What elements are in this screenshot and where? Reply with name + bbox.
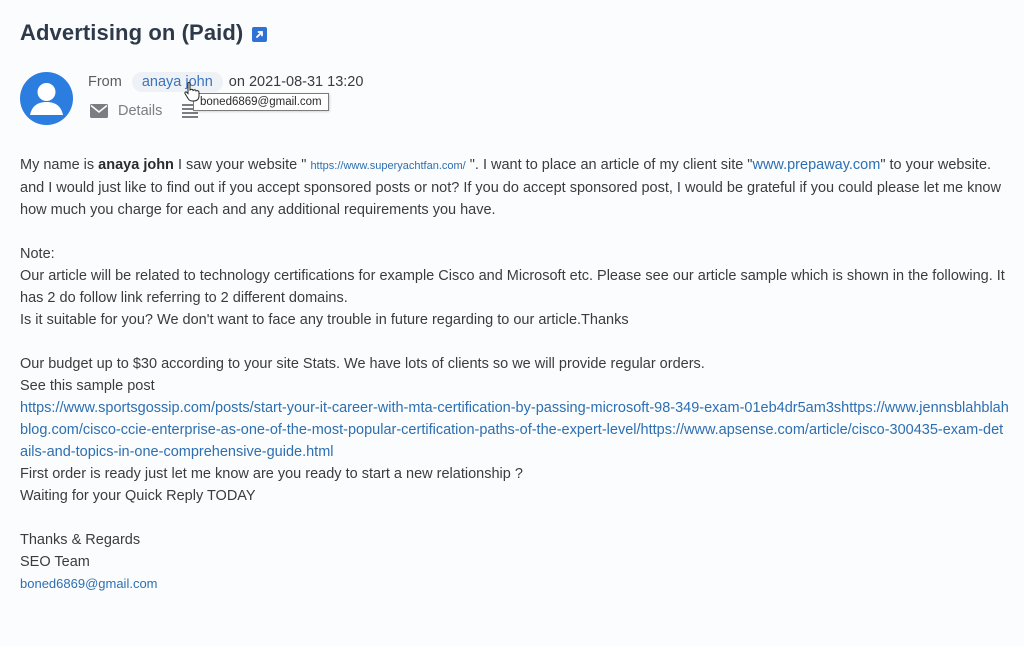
team-text: SEO Team: [20, 554, 90, 570]
first-order-text: First order is ready just let me know are you ready to start a new relationship ?: [20, 466, 523, 482]
thanks-text: Thanks & Regards: [20, 532, 141, 548]
email-tooltip: boned6869@gmail.com: [193, 93, 329, 111]
client-site-link[interactable]: www.prepaway.com: [752, 157, 881, 173]
budget-paragraph: Our budget up to $30 according to your site Stats. We have lots of clients so we will provide regular orders.: [20, 356, 705, 372]
from-row: [88, 72, 363, 92]
external-link-icon[interactable]: [252, 27, 267, 42]
hand-cursor-icon: [184, 82, 200, 102]
note-paragraph-2: Is it suitable for you? We don't want to face any trouble in future regarding to our article.Thanks: [20, 312, 629, 328]
signature-email-link[interactable]: boned6869@gmail.com: [20, 576, 158, 591]
note-paragraph-1: Our article will be related to technology certifications for example Cisco and Microsoft etc. Please see our article sample which is shown in the following. It has 2 do follow link referring to 2 different domains.: [20, 268, 1005, 306]
intro-name: anaya john: [98, 157, 174, 173]
details-row: [90, 103, 198, 119]
message-title: Advertising on (Paid): [20, 20, 244, 45]
user-icon: [20, 72, 73, 125]
sender-name[interactable]: anaya john: [132, 72, 223, 92]
title-row: [20, 20, 267, 46]
waiting-text: Waiting for your Quick Reply TODAY: [20, 488, 256, 504]
note-label: Note:: [20, 246, 55, 262]
intro-paragraph: My name is anaya john I saw your website " https://www.superyachtfan.com/ ". I want to place an article of my client site "www.prepaway.com" to your website. and I would just like to find out if you accept sponsored posts or not? If you do accept sponsored post, I would be grateful if you could please let me know how much you charge for each and any additional requirements you have.: [20, 157, 1001, 218]
mail-icon: [90, 104, 108, 118]
sample-label: See this sample post: [20, 378, 155, 394]
details-button[interactable]: Details: [118, 103, 163, 119]
sent-date: on 2021-08-31 13:20: [228, 74, 364, 90]
sample-links[interactable]: https://www.sportsgossip.com/posts/start-your-it-career-with-mta-certification-by-passing-microsoft-98-349-exam-01eb4dr5am3shttps://www.jennsblahblahblog.com/cisco-ccie-enterprise-as-one-of-the-most-popular-certification-paths-of-the-expert-level/https://www.apsense.com/article/cisco-300435-exam-details-and-topics-in-one-comprehensive-guide.html: [20, 400, 1009, 460]
site-link[interactable]: https://www.superyachtfan.com/: [310, 160, 466, 172]
message-body: [20, 154, 1010, 595]
avatar: [20, 72, 73, 125]
from-label: From: [88, 74, 122, 90]
